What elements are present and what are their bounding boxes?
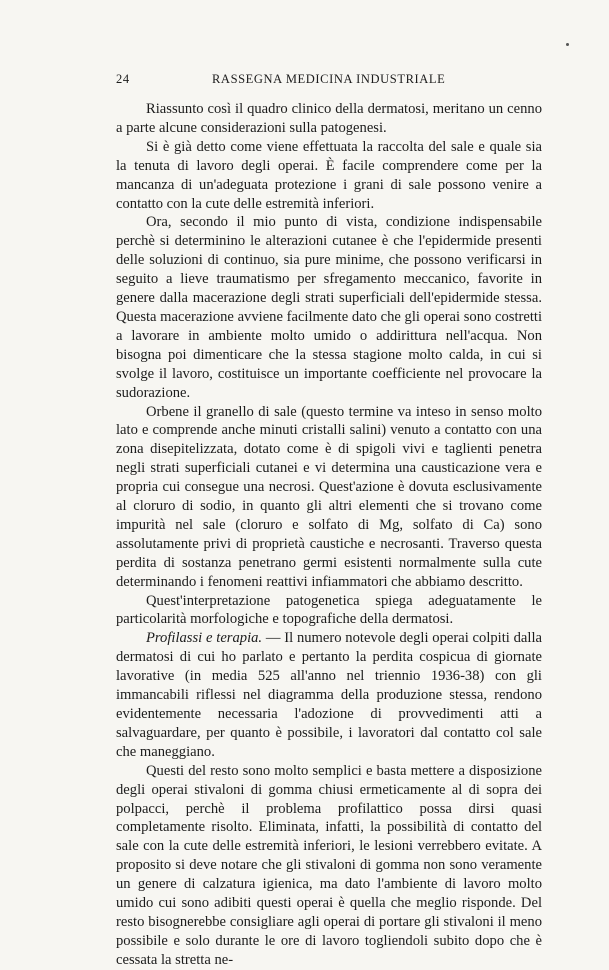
page-header — [116, 72, 542, 92]
paragraph-6-text: — Il numero notevole degli operai colpiti dalla dermatosi di cui ho parlato e pertanto la perdita cospicua di giornate lavorative (in media 525 all'anno nel triennio 1936-38) con gli immancabili riflessi nel diagramma della produzione stessa, rendono evidentemente necessaria l'adozione di provvedimenti atti a salvaguardare, per quanto è possibile, i lavoratori dal contatto col sale che maneggiano. — [116, 630, 542, 760]
paragraph-1: Riassunto così il quadro clinico della dermatosi, meritano un cenno a parte alcune considerazioni sulla patogenesi. — [116, 101, 542, 136]
section-heading-profilassi: Profilassi e terapia. — [146, 630, 263, 647]
paragraph-3: Ora, secondo il mio punto di vista, condizione indispensabile perchè si determinino le alterazioni cutanee è che l'epidermide presenti delle soluzioni di continuo, sia pure minime, che possono verificarsi in seguito a lieve traumatismo per sfregamento meccanico, favorite in genere dalla macerazione degli strati superficiali dell'epidermide stessa. Questa macerazione avviene facilmente dato che gli operai sono costretti a lavorare in ambiente molto umido o addirittura nell'acqua. Non bisogna poi dimenticare che la stessa stagione molto calda, in cui si svolge il lavoro, costituisce un importante coefficiente nel provocare la sudorazione. — [116, 214, 542, 401]
paragraph-5: Quest'interpretazione patogenetica spiega adeguatamente le particolarità morfologiche e topografiche della dermatosi. — [116, 592, 542, 628]
running-title: RASSEGNA MEDICINA INDUSTRIALE — [212, 72, 446, 86]
scan-speck — [566, 43, 569, 46]
paragraph-7: Questi del resto sono molto semplici e basta mettere a disposizione degli operai stivaloni di gomma chiusi ermeticamente al di sopra dei polpacci, perchè il problema profilattico possa dirsi quasi completamente risolto. Eliminata, infatti, la possibilità di contatto del sale con la cute delle estremità inferiori, le lesioni verrebbero evitate. A proposito si deve notare che gli stivaloni di gomma non sono veramente un genere di calzatura igienica, ma dato l'ambiente di lavoro molto umido cui sono adibiti questi operai è quella che meglio risponde. Del resto bisognerebbe consigliare agli operai di portare gli stivaloni il meno possibile e solo durante le ore di lavoro togliendoli subito dopo che è cessata la stretta ne- — [116, 762, 542, 968]
paragraph-6 — [116, 629, 542, 761]
article-body — [116, 100, 542, 970]
paragraph-2: Si è già detto come viene effettuata la raccolta del sale e quale sia la tenuta di lavoro degli operai. È facile comprendere come per la mancanza di un'adeguata protezione i grani di sale possono venire a contatto con la cute delle estremità inferiori. — [116, 138, 542, 212]
page-number: 24 — [116, 72, 130, 86]
paragraph-4: Orbene il granello di sale (questo termine va inteso in senso molto lato e comprende anche minuti cristalli salini) venuto a contatto con una zona disepitelizzata, dotato come è di spigoli vivi e taglienti penetra negli strati superficiali cutanei e vi determina una causticazione vera e propria cui consegue una necrosi. Quest'azione è dovuta esclusivamente al cloruro di sodio, in quanto gli altri elementi che si trovano come impurità nel sale (cloruro e solfato di Mg, solfato di Ca) sono assolutamente privi di proprietà caustiche e necrosanti. Traverso questa perdita di sostanza penetrano germi esistenti normalmente sulla cute determinando i fenomeni reattivi infiammatori che abbiamo descritto. — [116, 403, 542, 590]
